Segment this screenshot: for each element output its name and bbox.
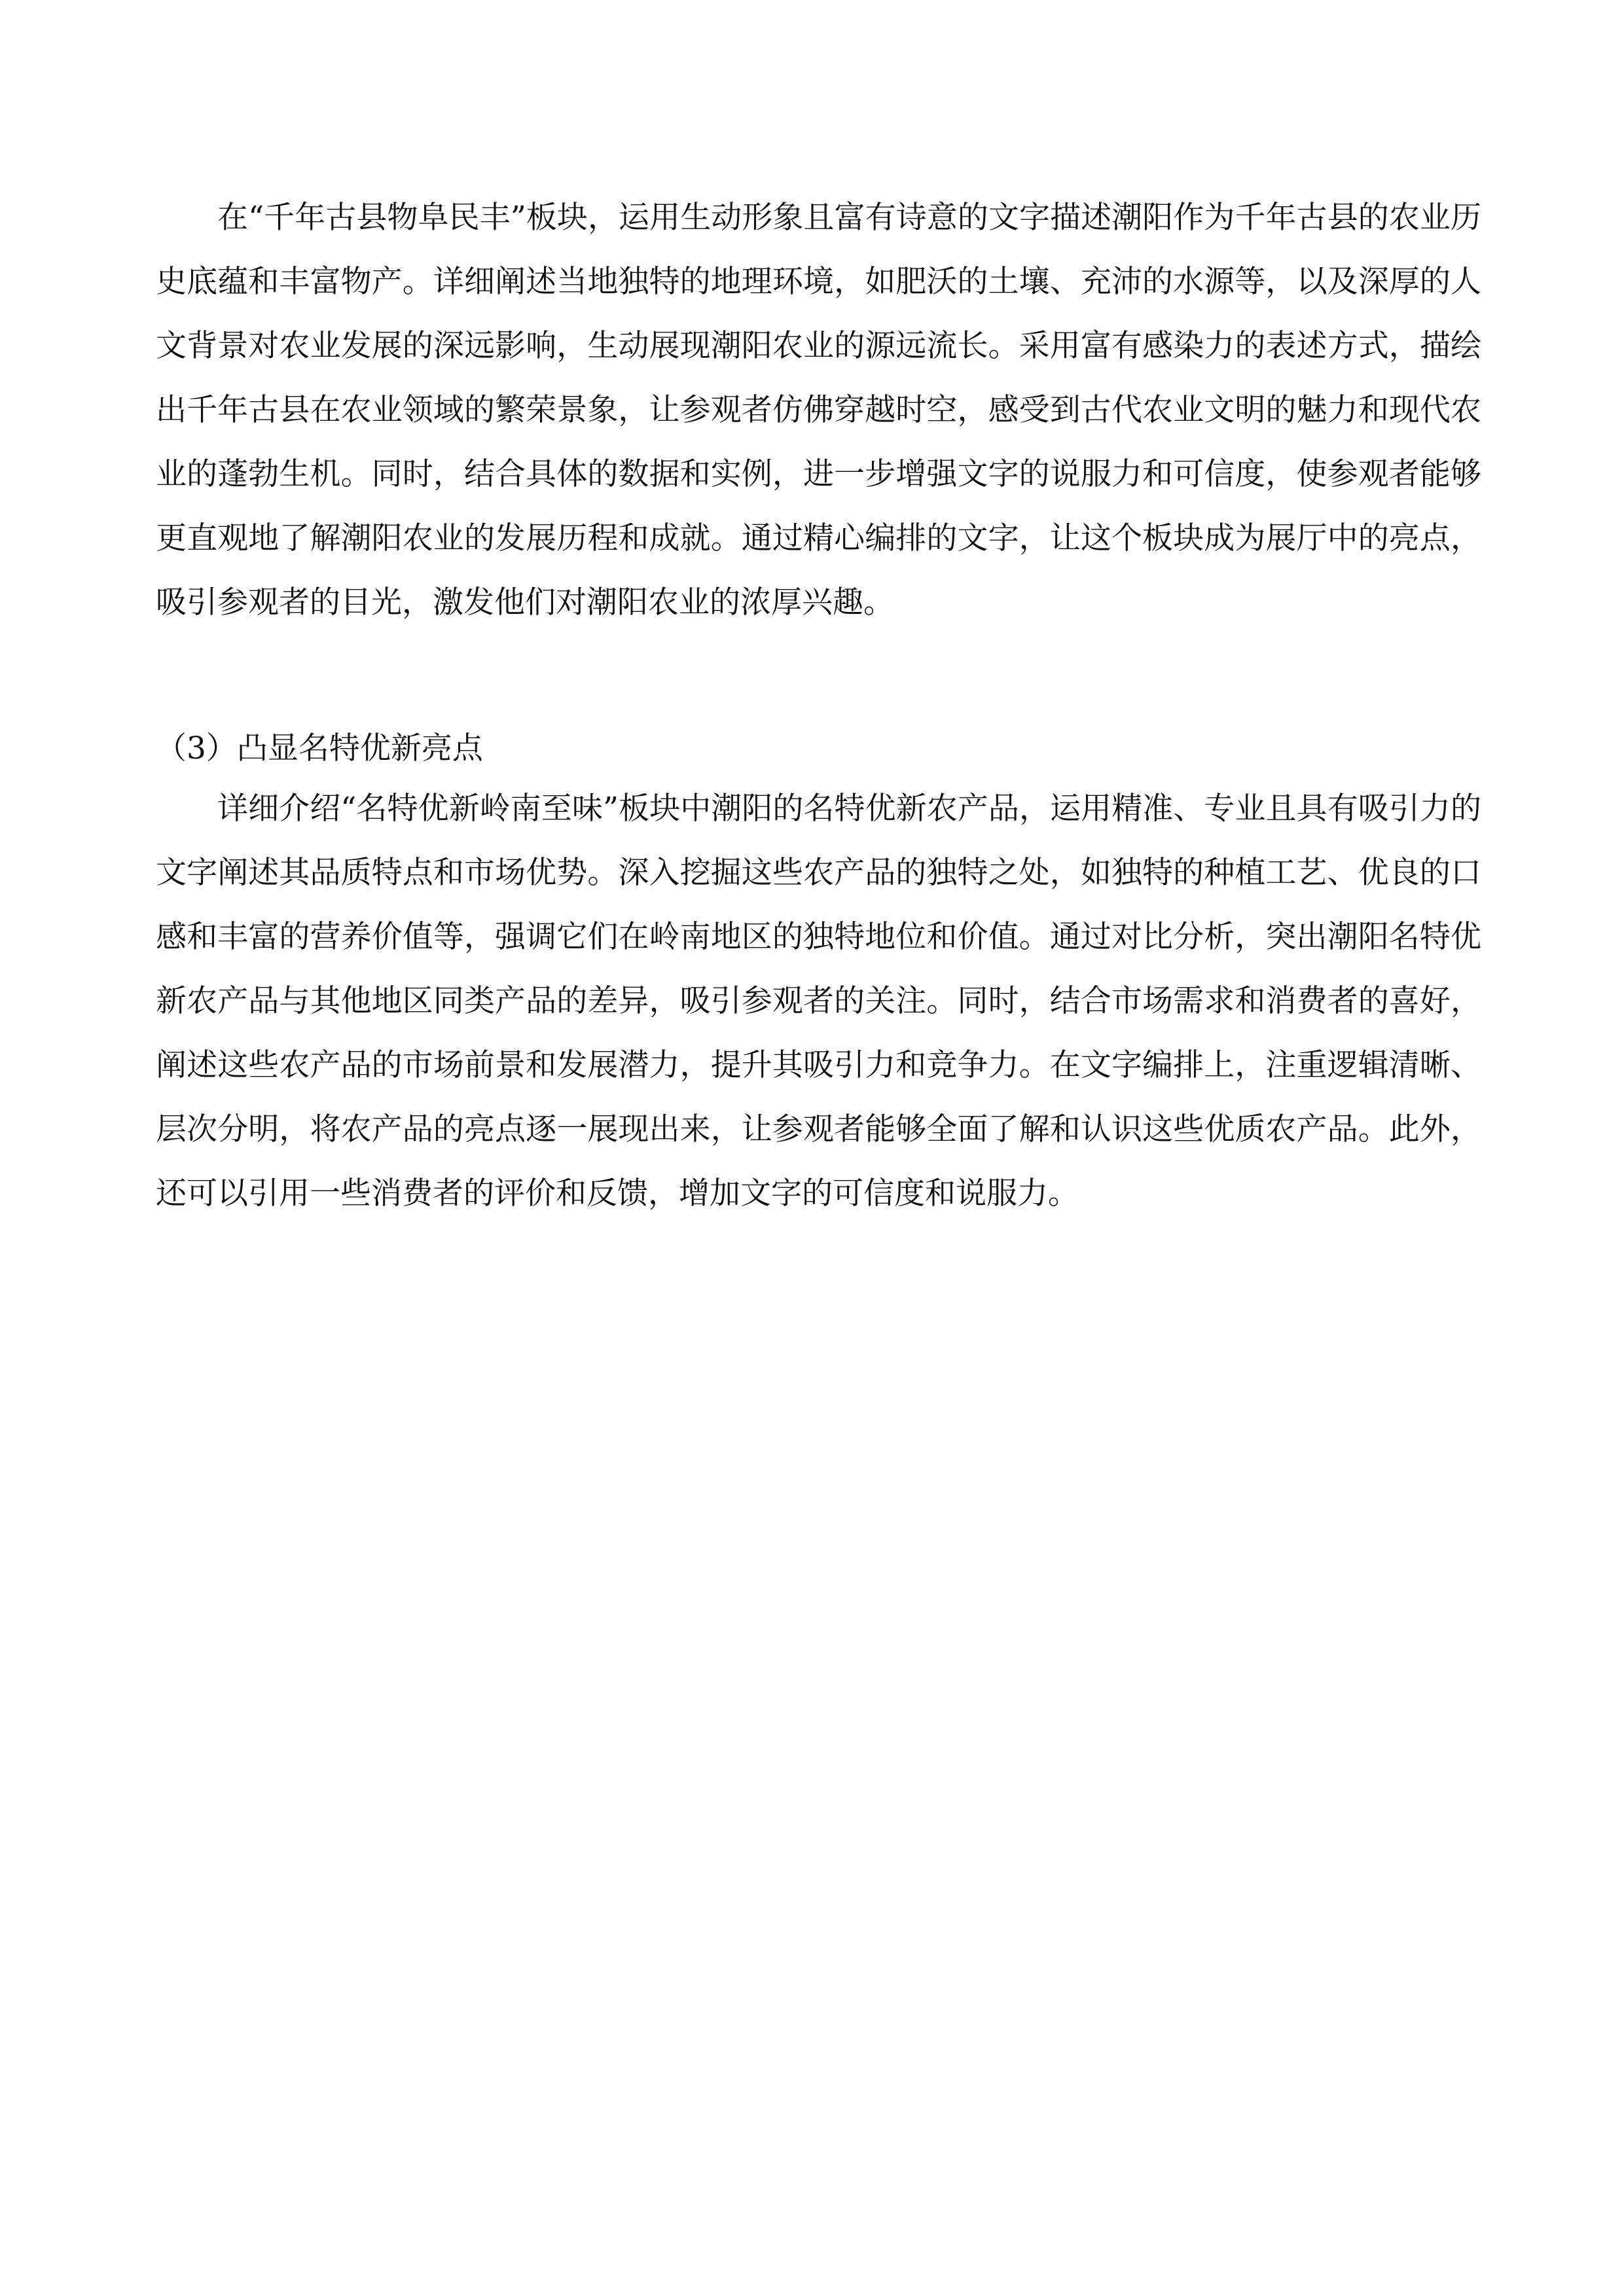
paragraph-qiannian-guxian: 在“千年古县物阜民丰”板块，运用生动形象且富有诗意的文字描述潮阳作为千年古县的农业历史底蕴和丰富物产。详细阐述当地独特的地理环境，如肥沃的土壤、充沛的水源等，以及深厚的人文背景对农业发展的深远影响，生动展现潮阳农业的源远流长。采用富有感染力的表述方式，描绘出千年古县在农业领域的繁荣景象，让参观者仿佛穿越时空，感受到古代农业文明的魅力和现代农业的蓬勃生机。同时，结合具体的数据和实例，进一步增强文字的说服力和可信度，使参观者能够更直观地了解潮阳农业的发展历程和成就。通过精心编排的文字，让这个板块成为展厅中的亮点，吸引参观者的目光，激发他们对潮阳农业的浓厚兴趣。	[156, 200, 1481, 620]
section-heading-mingteyouxin: （3）凸显名特优新亮点	[156, 730, 483, 766]
paragraph-mingteyouxin: 详细介绍“名特优新岭南至味”板块中潮阳的名特优新农产品，运用精准、专业且具有吸引力的文字阐述其品质特点和市场优势。深入挖掘这些农产品的独特之处，如独特的种植工艺、优良的口感和丰富的营养价值等，强调它们在岭南地区的独特地位和价值。通过对比分析，突出潮阳名特优新农产品与其他地区同类产品的差异，吸引参观者的关注。同时，结合市场需求和消费者的喜好，阐述这些农产品的市场前景和发展潜力，提升其吸引力和竞争力。在文字编排上，注重逻辑清晰、层次分明，将农产品的亮点逐一展现出来，让参观者能够全面了解和认识这些优质农产品。此外，还可以引用一些消费者的评价和反馈，增加文字的可信度和说服力。	[156, 791, 1481, 1211]
